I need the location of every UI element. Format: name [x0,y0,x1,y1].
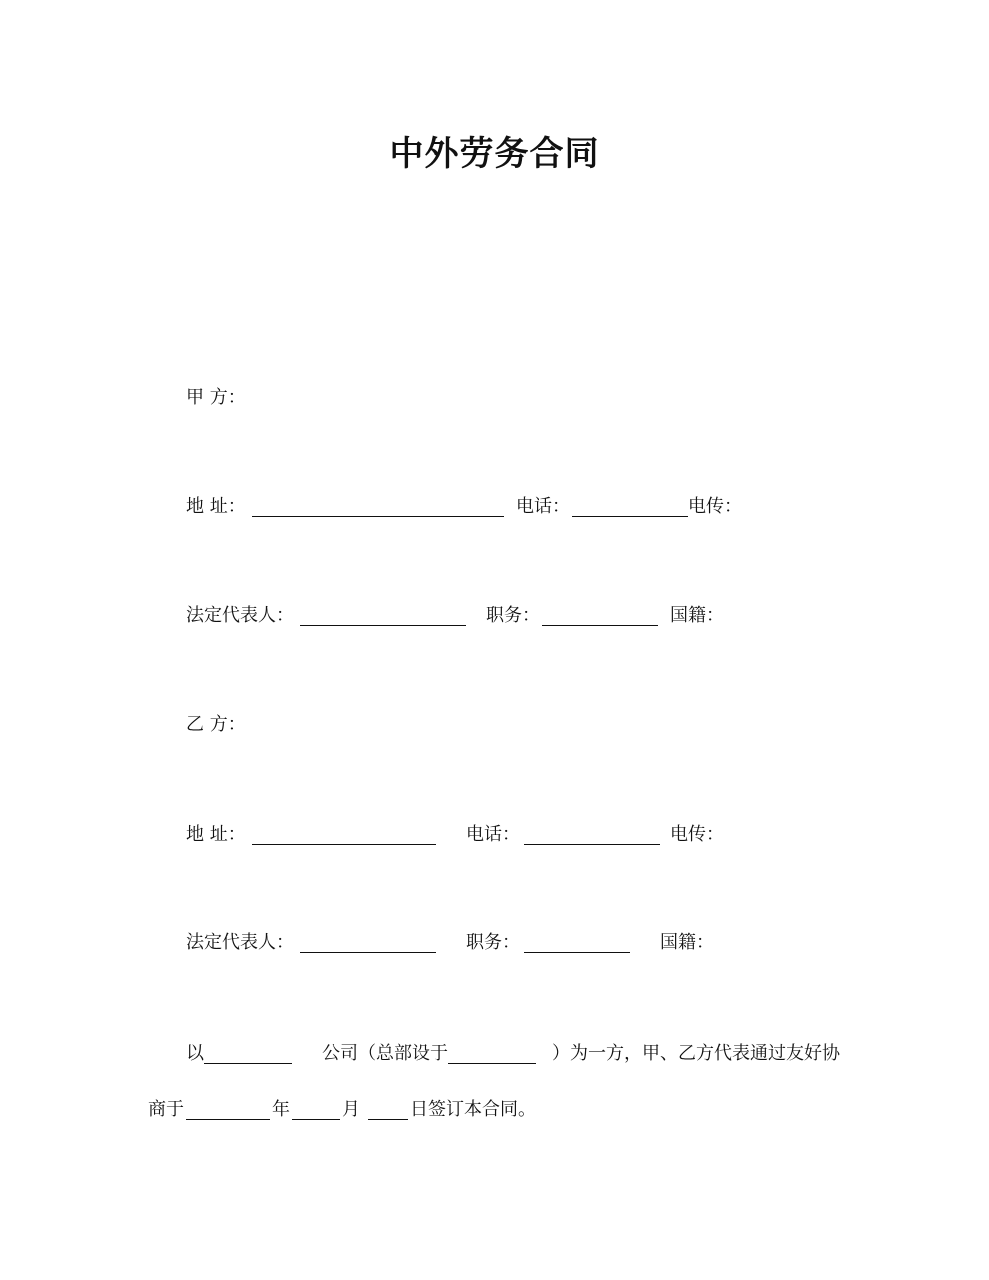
party-a-phone-field[interactable] [572,516,688,517]
party-b-rep-line [186,931,746,957]
preamble-line-2 [148,1098,648,1124]
preamble-part4: 商于 [148,1099,184,1120]
party-a-position-field[interactable] [542,625,658,626]
party-a-rep-label: 法定代表人： [186,605,294,626]
party-b-label: 乙 方： [186,714,246,735]
party-b-address-line [186,823,746,849]
party-b-fax-label: 电传： [670,824,724,845]
party-a-position-label: 职务： [486,605,540,626]
party-a-address-field[interactable] [252,516,504,517]
party-b-position-label: 职务： [466,932,520,953]
party-a-label: 甲 方： [186,387,246,408]
party-a-rep-field[interactable] [300,625,466,626]
preamble-part3: ）为一方，甲、乙方代表通过友好协 [552,1043,840,1064]
sign-location-field[interactable] [186,1119,270,1120]
day-field[interactable] [368,1119,408,1120]
party-b-nationality-label: 国籍： [660,932,714,953]
party-b-rep-label: 法定代表人： [186,932,294,953]
month-field[interactable] [292,1119,340,1120]
party-a-phone-label: 电话： [516,496,570,517]
preamble-part2: 公司（总部设于 [322,1043,448,1064]
party-b-phone-label: 电话： [466,824,520,845]
preamble-part1: 以 [186,1043,204,1064]
party-a-fax-label: 电传： [688,496,742,517]
party-a-address-line [186,495,746,521]
party-a-nationality-label: 国籍： [670,605,724,626]
party-a-rep-line [186,604,746,630]
preamble-line-1 [186,1042,866,1068]
party-b-address-field[interactable] [252,844,436,845]
party-b-position-field[interactable] [524,952,630,953]
document-title: 中外劳务合同 [389,134,600,174]
company-name-field[interactable] [204,1063,292,1064]
month-label: 月 [342,1099,360,1120]
day-tail: 日签订本合同。 [410,1099,536,1120]
party-b-rep-field[interactable] [300,952,436,953]
party-b-phone-field[interactable] [524,844,660,845]
party-b-address-label: 地 址： [186,824,246,845]
year-label: 年 [272,1099,290,1120]
headquarters-field[interactable] [448,1063,536,1064]
party-a-address-label: 地 址： [186,496,246,517]
